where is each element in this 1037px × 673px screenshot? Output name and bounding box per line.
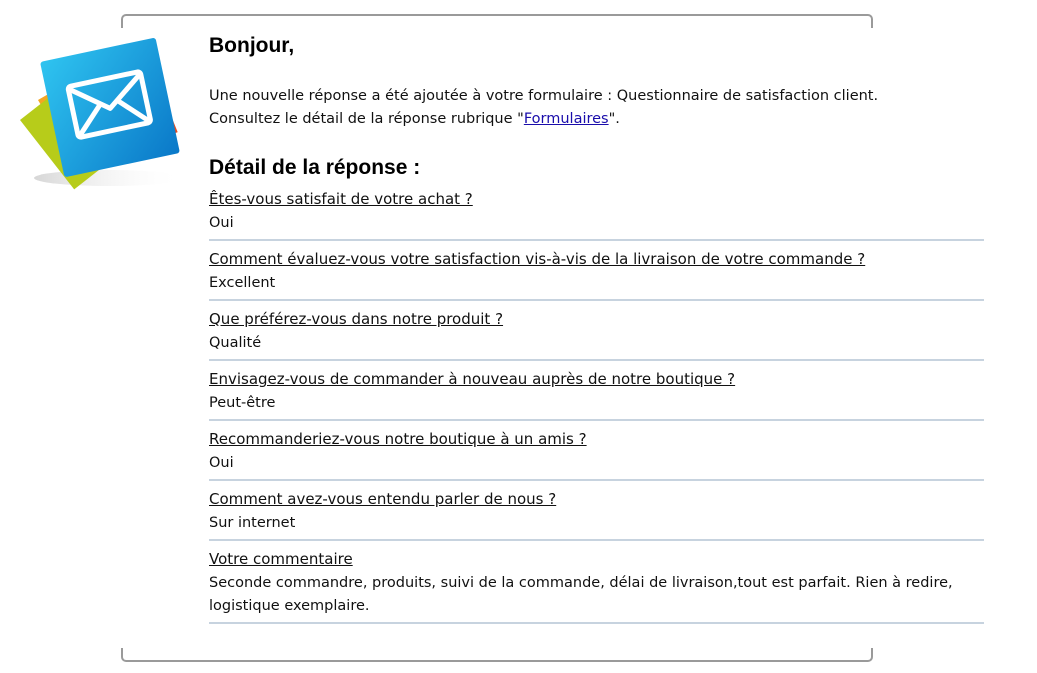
response-item bbox=[209, 305, 984, 361]
intro-line-2-prefix: Consultez le détail de la réponse rubrique " bbox=[209, 111, 524, 127]
answer-text: Peut-être bbox=[209, 395, 276, 411]
frame-bottom-border bbox=[121, 648, 873, 662]
intro-line-1: Une nouvelle réponse a été ajoutée à votre formulaire : Questionnaire de satisfaction client. bbox=[209, 88, 879, 104]
intro-line-2-suffix: ". bbox=[608, 111, 620, 127]
mail-envelope-icon bbox=[14, 36, 184, 196]
email-content bbox=[209, 33, 984, 628]
answer-text: Qualité bbox=[209, 335, 262, 351]
answer-text: Excellent bbox=[209, 275, 276, 291]
question-text: Recommanderiez-vous notre boutique à un amis ? bbox=[209, 430, 587, 448]
question-text: Comment évaluez-vous votre satisfaction vis-à-vis de la livraison de votre commande ? bbox=[209, 250, 866, 268]
intro-line-2 bbox=[209, 108, 984, 131]
response-item bbox=[209, 545, 984, 624]
response-item bbox=[209, 425, 984, 481]
response-item bbox=[209, 485, 984, 541]
response-item bbox=[209, 245, 984, 301]
response-list bbox=[209, 185, 984, 624]
question-text: Envisagez-vous de commander à nouveau auprès de notre boutique ? bbox=[209, 370, 736, 388]
formulaires-link[interactable]: Formulaires bbox=[523, 111, 609, 127]
answer-text: Oui bbox=[209, 455, 234, 471]
answer-text: Sur internet bbox=[209, 515, 296, 531]
answer-text: Seconde commandre, produits, suivi de la commande, délai de livraison,tout est parfait. Rien à redire, logistique exemplaire. bbox=[209, 575, 953, 614]
answer-text: Oui bbox=[209, 215, 234, 231]
response-item bbox=[209, 185, 984, 241]
question-text: Que préférez-vous dans notre produit ? bbox=[209, 310, 504, 328]
question-text: Votre commentaire bbox=[209, 550, 353, 568]
question-text: Êtes-vous satisfait de votre achat ? bbox=[209, 190, 473, 208]
intro-text bbox=[209, 85, 984, 131]
frame-top-border bbox=[121, 14, 873, 28]
question-text: Comment avez-vous entendu parler de nous ? bbox=[209, 490, 557, 508]
greeting-heading: Bonjour, bbox=[209, 34, 295, 57]
detail-title: Détail de la réponse : bbox=[209, 156, 421, 179]
response-item bbox=[209, 365, 984, 421]
